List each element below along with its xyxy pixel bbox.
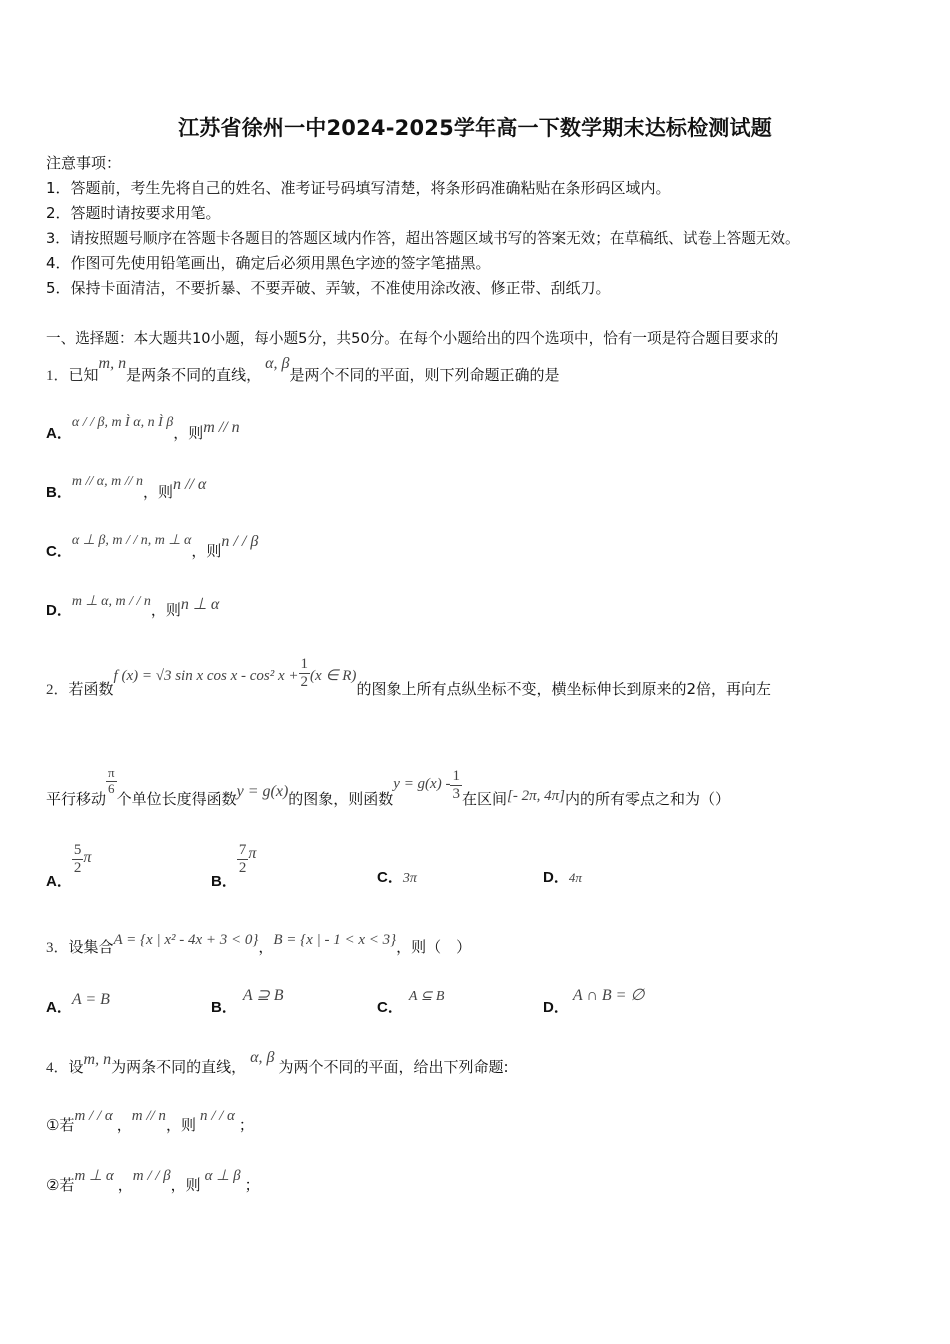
proposition-text: ， <box>116 1116 132 1134</box>
q2-option-c <box>377 866 417 887</box>
proposition-text: ，则 <box>165 1116 196 1134</box>
math-expr: α ⊥ β <box>204 1168 241 1184</box>
q3-option-d <box>543 987 645 1017</box>
stem-text: 平行移动 <box>46 789 107 808</box>
q3-option-c <box>377 989 445 1017</box>
question-4-stem <box>46 1049 509 1077</box>
proposition-text: ； <box>244 1176 260 1194</box>
math-expr: y = g(x) - <box>393 775 451 792</box>
math-expr: m / / α <box>74 1108 113 1124</box>
stem-text: 是两个不同的平面，则下列命题正确的是 <box>289 366 560 384</box>
math-expr: m, n <box>98 355 127 372</box>
option-label: D． <box>46 602 72 619</box>
stem-text: 设 <box>68 1058 84 1076</box>
option-label: D． <box>543 869 569 886</box>
math-expr: n // α <box>173 476 207 493</box>
q1-option-d <box>46 594 220 620</box>
math-expr: (x ∈ R) <box>310 667 357 684</box>
notice-heading: 注意事项： <box>46 154 122 172</box>
option-label: A． <box>46 999 72 1016</box>
option-label: B． <box>211 872 237 890</box>
math-expr: n / / β <box>221 533 259 550</box>
math-expr: [- 2π, 4π] <box>506 787 565 804</box>
q2-option-a <box>46 842 91 888</box>
notice-item-2: 2．答题时请按要求用笔。 <box>46 204 221 222</box>
q4-proposition-1 <box>46 1108 254 1135</box>
math-expr: m / / β <box>132 1168 171 1184</box>
math-expr: B = {x | - 1 < x < 3} <box>273 932 397 948</box>
stem-text: 设集合 <box>68 938 114 956</box>
stem-text: 为两个不同的平面，给出下列命题: <box>278 1058 509 1076</box>
proposition-text: ； <box>238 1116 254 1134</box>
proposition-text: ，则 <box>170 1176 201 1194</box>
fraction: $\frac{1}{3}$ <box>452 768 460 802</box>
math-expr: A ⊇ B <box>242 987 284 1004</box>
question-number: 3． <box>46 940 69 956</box>
stem-text: 若函数 <box>68 679 114 698</box>
stem-text: 的图象上所有点纵坐标不变，横坐标伸长到原来的2倍，再向左 <box>356 679 771 698</box>
stem-text: 是两条不同的直线， <box>126 366 262 384</box>
question-number: 1． <box>46 368 69 384</box>
option-label: D． <box>543 999 569 1016</box>
option-label: A． <box>46 425 72 442</box>
option-text: ，则 <box>150 601 181 619</box>
math-expr: A = B <box>71 991 110 1008</box>
q3-option-b <box>211 987 284 1017</box>
proposition-marker: ②若 <box>46 1176 75 1194</box>
question-2-stem-line-1 <box>46 652 771 702</box>
q1-option-b <box>46 474 207 502</box>
question-number: 2． <box>46 681 69 698</box>
math-expr: 4π <box>568 870 582 885</box>
q1-option-a <box>46 415 240 443</box>
stem-text: 在区间 <box>461 789 507 808</box>
page-title: 江苏省徐州一中2024-2025学年高一下数学期末达标检测试题 <box>178 116 772 140</box>
stem-text: 为两条不同的直线， <box>111 1058 247 1076</box>
stem-text: ， <box>258 938 274 956</box>
option-label: B． <box>211 999 237 1016</box>
question-number: 4． <box>46 1060 69 1076</box>
question-2-stem-line-2 <box>46 762 730 812</box>
option-label: C． <box>377 869 403 886</box>
math-expr: A = {x | x² - 4x + 3 < 0} <box>113 932 259 948</box>
notice-item-1: 1．答题前，考生先将自己的姓名、准考证号码填写清楚，将条形码准确粘贴在条形码区域内。 <box>46 179 671 197</box>
option-text: ，则 <box>173 424 204 442</box>
math-expr: π <box>248 844 257 862</box>
stem-text: 的图象，则函数 <box>288 789 394 808</box>
math-expr: m ⊥ α, m / / n <box>71 594 151 609</box>
q1-option-c <box>46 533 259 561</box>
stem-text: 已知 <box>68 366 99 384</box>
question-3-stem <box>46 932 472 957</box>
math-expr: n ⊥ α <box>180 596 220 613</box>
math-expr: π <box>83 848 92 866</box>
proposition-marker: ①若 <box>46 1116 75 1134</box>
notice-item-4: 4．作图可先使用铅笔画出，确定后必须用黑色字迹的签字笔描黑。 <box>46 254 491 272</box>
notice-item-5: 5．保持卡面清洁，不要折暴、不要弄破、弄皱，不准使用涂改液、修正带、刮纸刀。 <box>46 279 611 297</box>
option-text: ，则 <box>191 542 222 560</box>
q2-option-b <box>211 842 256 888</box>
math-expr: α / / β, m Ì α, n Ì β <box>71 415 174 430</box>
math-expr: A ∩ B = ∅ <box>572 987 645 1004</box>
section-heading: 一、选择题：本大题共10小题，每小题5分，共50分。在每个小题给出的四个选项中，恰有一项是符合题目要求的 <box>46 330 779 347</box>
math-expr: m ⊥ α <box>74 1168 114 1184</box>
math-expr: m // n <box>131 1108 166 1124</box>
stem-text: ，则（ ） <box>396 938 472 956</box>
stem-text: 内的所有零点之和为（） <box>564 789 730 808</box>
math-expr: f (x) = √3 sin x cos x - cos² x + <box>113 667 299 684</box>
option-label: C． <box>377 999 403 1016</box>
math-expr: m // n <box>203 419 240 436</box>
option-label: B． <box>46 484 72 501</box>
q3-option-a <box>46 991 110 1017</box>
math-expr: m // α, m // n <box>71 474 143 489</box>
fraction: $\frac{\pi}{6}$ <box>108 765 115 796</box>
math-expr: n / / α <box>199 1108 235 1124</box>
option-text: ，则 <box>142 483 173 501</box>
notice-item-3: 3．请按照题号顺序在答题卡各题目的答题区域内作答，超出答题区域书写的答案无效；在草稿纸、试卷上答题无效。 <box>46 230 800 247</box>
fraction: $\frac{5}{2}$ <box>73 842 82 876</box>
question-1-stem <box>46 355 560 385</box>
math-expr: α, β <box>250 1049 275 1066</box>
fraction: $\frac{1}{2}$ <box>300 656 309 690</box>
math-expr: A ⊆ B <box>408 989 445 1004</box>
option-label: C． <box>46 543 72 560</box>
q2-option-d <box>543 866 582 887</box>
math-expr: y = g(x) <box>236 782 289 800</box>
math-expr: m, n <box>83 1051 112 1068</box>
q4-proposition-2 <box>46 1168 260 1195</box>
fraction: $\frac{7}{2}$ <box>238 842 247 876</box>
option-label: A． <box>46 872 72 890</box>
proposition-text: ， <box>117 1176 133 1194</box>
math-expr: α ⊥ β, m / / n, m ⊥ α <box>71 533 192 548</box>
stem-text: 个单位长度得函数 <box>116 789 237 808</box>
math-expr: 3π <box>402 871 417 886</box>
math-expr: α, β <box>265 355 290 372</box>
